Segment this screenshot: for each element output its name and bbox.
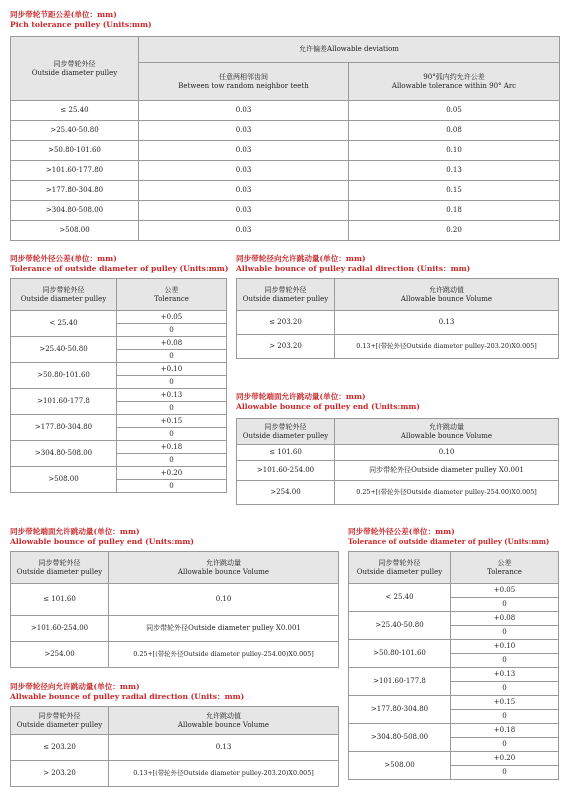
table-row: >304.80-508.00 +0.18 [349,724,559,738]
table-row: >50.80-101.60 +0.10 [349,640,559,654]
pitch-title-en: Pich tolerance pulley (Units:mm) [10,20,152,29]
table-row: > 203.20 0.13+[(带轮外径Outside diameter pulley-203.20)X0.005] [11,761,339,787]
table-row: >50.80-101.60 0.03 0.10 [11,141,560,161]
end-title-en-2: Allowable bounce of pulley end (Units:mm) [10,537,195,546]
radial-table-1 [236,278,559,359]
table-row: >304.80-508.00 0.03 0.18 [11,201,560,221]
table-row: > 203.20 0.13+[(带轮外径Outside diameter pulley-203.20)X0.005] [237,335,559,359]
table-row: >101.60-254.00 同步带轮外径Outside diameter pulley X0.001 [11,616,339,642]
table-row: >101.60-177.80 0.03 0.13 [11,161,560,181]
table-row: ≤ 203.20 0.13 [11,735,339,761]
table-row: >25.40-50.80 +0.08 [11,337,227,350]
table-row: >101.60-177.8 +0.13 [11,389,227,402]
radial-col2-header: 允许跳动值 Allowable bounce Volume [335,279,559,311]
od-title-en: Tolerance of outside diameter of pulley (Units:mm) [10,264,229,273]
radial-title-cn: 同步带轮径向允许跳动量(单位：mm) [236,254,366,263]
end-title-cn-2: 同步带轮端面允许跳动量(单位：mm) [10,527,140,536]
table-row: >50.80-101.60 +0.10 [11,363,227,376]
table-row: >177.80-304.80 +0.15 [11,415,227,428]
table-row: >101.60-177.8 +0.13 [349,668,559,682]
pitch-title-cn: 同步带轮节距公差(单位：mm) [10,10,117,19]
radial-title-cn-2: 同步带轮径向允许跳动量(单位：mm) [10,682,140,691]
table-row: < 25.40 +0.05 [11,311,227,324]
table-row: >254.00 0.25+[(带轮外径Outside diameter pulley-254.00)X0.005] [237,481,559,505]
table-row: < 25.40 +0.05 [349,584,559,598]
radial-title-en: Allwable bounce of pulley radial direction (Units：mm) [236,264,471,273]
end-title-cn: 同步带轮端面允许跳动量(单位：mm) [236,392,366,401]
table-row: >25.40-50.80 +0.08 [349,612,559,626]
od-title-en-2: Tolerance of outside diameter of pulley (Units:mm) [348,537,550,546]
end-table-2: 同步带轮外径 Outside diameter pulley 允许跳动量 Allowable bounce Volume ≤ 101.60 0.10 >101.60-254.00 同步带轮外径Outside diameter pulley X0.001 >254.00 0.25+[(带轮外径Outside diameter pulley-254.00)X0.005] [10,551,339,668]
radial-col1-header: 同步带轮外径 Outside diameter pulley [237,279,335,311]
table-row: >508.00 +0.20 [349,752,559,766]
table-row: >177.80-304.80 0.03 0.15 [11,181,560,201]
od-col2-header: 公差 Tolerance [117,279,227,311]
od-title-cn: 同步带轮外径公差(单位：mm) [10,254,117,263]
table-row: >304.80-508.00 +0.18 [11,441,227,454]
pitch-col2-header: 任意两相邻齿间 Between tow random neighbor teeth [139,63,349,101]
pitch-table [10,36,560,241]
od-table-2: 同步带轮外径 Outside diameter pulley 公差 Tolerance < 25.40 +0.05 0 >25.40-50.80 +0.08 0 >50.80-101.60 +0.10 0 >101.60-177.8 +0.13 0 >177.80-304.80 +0.15 0 >304.80-508.00 +0.18 0 >508.00 +0.20 0 [348,551,559,780]
end-col1-header: 同步带轮外径 Outside diameter pulley [237,419,335,445]
table-row: >101.60-254.00 同步带轮外径Outside diameter pulley X0.001 [237,461,559,481]
table-row: >177.80-304.80 +0.15 [349,696,559,710]
radial-title-en-2: Allwable bounce of pulley radial direction (Units：mm) [10,692,245,701]
table-row: >508.00 +0.20 [11,467,227,480]
table-row: ≤ 25.40 0.03 0.05 [11,101,560,121]
pitch-col3-header: 90°弧内约允许公差 Allowable tolerance within 90° Arc [349,63,560,101]
table-row: >254.00 0.25+[(带轮外径Outside diameter pulley-254.00)X0.005] [11,642,339,668]
table-row: ≤ 101.60 0.10 [237,445,559,461]
od-col1-header: 同步带轮外径 Outside diameter pulley [11,279,117,311]
table-row: >25.40-50.80 0.03 0.08 [11,121,560,141]
end-col2-header: 允许跳动量 Allowable bounce Volume [335,419,559,445]
table-row: ≤ 203.20 0.13 [237,311,559,335]
table-row: ≤ 101.60 0.10 [11,584,339,616]
od-title-cn-2: 同步带轮外径公差(单位：mm) [348,527,455,536]
end-title-en: Allowable bounce of pulley end (Units:mm) [236,402,421,411]
radial-table-2: 同步带轮外径 Outside diameter pulley 允许跳动值 Allowable bounce Volume ≤ 203.20 0.13 > 203.20 0.13+[(带轮外径Outside diameter pulley-203.20)X0.005] [10,706,339,787]
end-table-1 [236,418,559,505]
pitch-group-header: 允许偏差Allowable deviatiom [139,37,560,63]
od-table-1: 同步带轮外径 Outside diameter pulley 公差 Tolerance < 25.40 +0.05 0 >25.40-50.80 +0.08 0 >50.80-101.60 +0.10 0 >101.60-177.8 +0.13 0 >177.80-304.80 +0.15 0 >304.80-508.00 +0.18 0 >508.00 +0.20 0 [10,278,227,493]
table-row: >508.00 0.03 0.20 [11,221,560,241]
pitch-col1-header: 同步带轮外径 Outside diameter pulley [11,37,139,101]
